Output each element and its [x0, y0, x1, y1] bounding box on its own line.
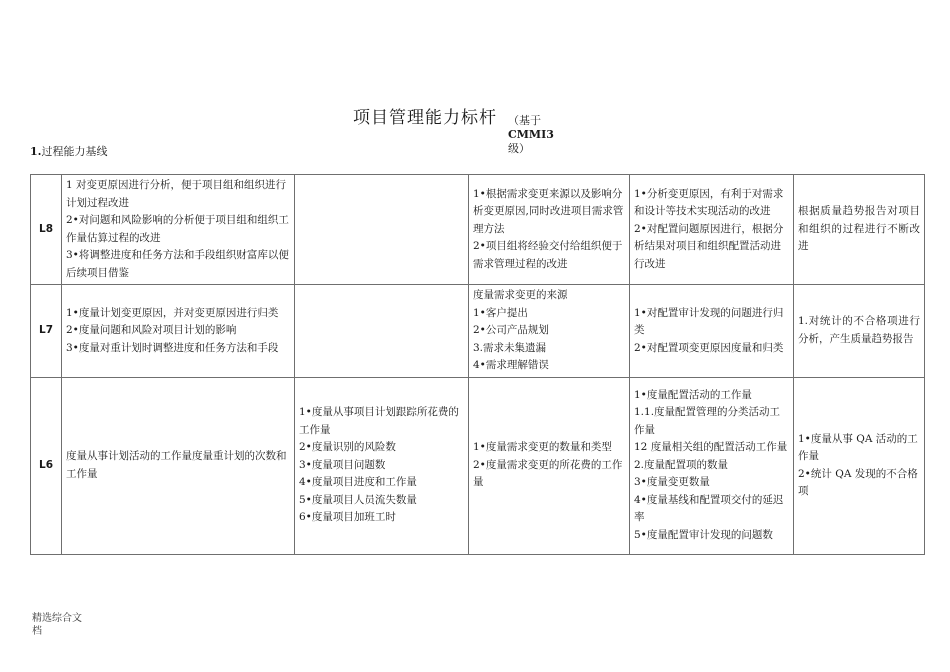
- cell-line: 2•对问题和风险影响的分析便于项目组和组织工作量估算过程的改进: [66, 214, 289, 244]
- section-heading: [30, 143, 107, 159]
- table-cell: [295, 285, 469, 378]
- table-cell: [469, 285, 630, 378]
- cell-line: 1•度量需求变更的数量和类型: [473, 441, 612, 454]
- cell-line: 2•公司产品规划: [473, 324, 549, 336]
- cell-line: 度量从事计划活动的工作量度量重计划的次数和工作量: [66, 450, 287, 480]
- table-cell: [62, 175, 295, 285]
- cell-line: 1•度量配置活动的工作量: [634, 388, 752, 401]
- table-cell: [630, 175, 794, 285]
- cell-line: 1 对变更原因进行分析，便于项目组和组织进行计划过程改进: [66, 179, 287, 209]
- cell-line: 1•客户提出: [473, 306, 528, 319]
- table-body: [31, 175, 925, 555]
- footer-note: [32, 612, 92, 638]
- cell-line: 3•度量项目问题数: [299, 458, 386, 471]
- cell-line: 5•度量配置审计发现的问题数: [634, 528, 773, 541]
- level-label: L7: [31, 285, 62, 378]
- level-label: L6: [31, 377, 62, 554]
- table-row: [31, 285, 925, 378]
- cell-line: 1•度量从事 QA 活动的工作量: [798, 432, 918, 462]
- level-label: L8: [31, 175, 62, 285]
- subtitle-suffix: 级）: [508, 142, 530, 155]
- cell-line: 2•度量问题和风险对项目计划的影响: [66, 324, 237, 336]
- section-title: 过程能力基线: [41, 145, 108, 158]
- cell-line: 2.度量配置项的数量: [634, 458, 729, 471]
- cell-line: 根据质量趋势报告对项目和组织的过程进行不断改进: [798, 205, 920, 253]
- cell-line: 3.需求未集遗漏: [473, 341, 547, 354]
- footer-line-2: 档: [32, 626, 42, 637]
- table-cell: [794, 285, 925, 378]
- capability-baseline-table: [30, 174, 925, 555]
- table-cell: [62, 285, 295, 378]
- cell-line: 2•统计 QA 发现的不合格项: [798, 467, 918, 497]
- footer-line-1: 精选综合文: [32, 613, 82, 624]
- subtitle-cmmi: CMMI3: [508, 128, 554, 141]
- cell-line: 1•度量从事项目计划跟踪所花费的工作量: [299, 406, 459, 436]
- table-cell: [794, 175, 925, 285]
- cell-line: 3•度量变更数量: [634, 476, 710, 489]
- cell-line: 4•度量基线和配置项交付的延迟率: [634, 493, 784, 524]
- cell-line: 12 度量相关组的配置活动工作量: [634, 441, 788, 454]
- cell-line: 2•对配置问题原因进行，根据分析结果对项目和组织配置活动进行改进: [634, 222, 784, 270]
- cell-line: 1•度量计划变更原因，并对变更原因进行归类: [66, 306, 279, 319]
- cell-line: 1•根据需求变更来源以及影响分析变更原因,同时改进项目需求管理方法: [473, 187, 624, 235]
- table-cell: [469, 175, 630, 285]
- table-cell: [295, 175, 469, 285]
- cell-line: 1.1.度量配置管理的分类活动工作量: [634, 406, 781, 436]
- cell-line: 2•度量需求变更的所花费的工作量: [473, 458, 623, 489]
- cell-line: 2•对配置项变更原因度量和归类: [634, 341, 784, 354]
- cell-line: 度量需求变更的来源: [473, 289, 568, 301]
- table-row: [31, 377, 925, 554]
- cell-line: 3•将调整进度和任务方法和手段组织财富库以便后续项目借鉴: [66, 249, 289, 279]
- table-cell: [794, 377, 925, 554]
- document-subtitle: [508, 114, 588, 156]
- cell-line: 5•度量项目人员流失数量: [299, 493, 417, 506]
- table-cell: [469, 377, 630, 554]
- cell-line: 6•度量项目加班工时: [299, 511, 396, 524]
- section-number: 1.: [30, 145, 42, 158]
- table-cell: [295, 377, 469, 554]
- cell-line: 3•度量对重计划时调整进度和任务方法和手段: [66, 341, 279, 354]
- table-cell: [630, 377, 794, 554]
- subtitle-prefix: （基于: [508, 114, 541, 127]
- cell-line: 2•项目组将经验交付给组织便于需求管理过程的改进: [473, 240, 623, 270]
- cell-line: 1•分析变更原因，有利于对需求和设计等技术实现活动的改进: [634, 187, 784, 218]
- table-row: [31, 175, 925, 285]
- cell-line: 4•需求理解错误: [473, 359, 549, 371]
- document-title: 项目管理能力标杆: [353, 108, 497, 128]
- table-cell: [62, 377, 295, 554]
- cell-line: 2•度量识别的风险数: [299, 441, 396, 454]
- cell-line: 1.对统计的不合格项进行分析，产生质量趋势报告: [798, 315, 920, 345]
- table-cell: [630, 285, 794, 378]
- cell-line: 4•度量项目进度和工作量: [299, 476, 417, 489]
- cell-line: 1•对配置审计发现的问题进行归类: [634, 306, 784, 336]
